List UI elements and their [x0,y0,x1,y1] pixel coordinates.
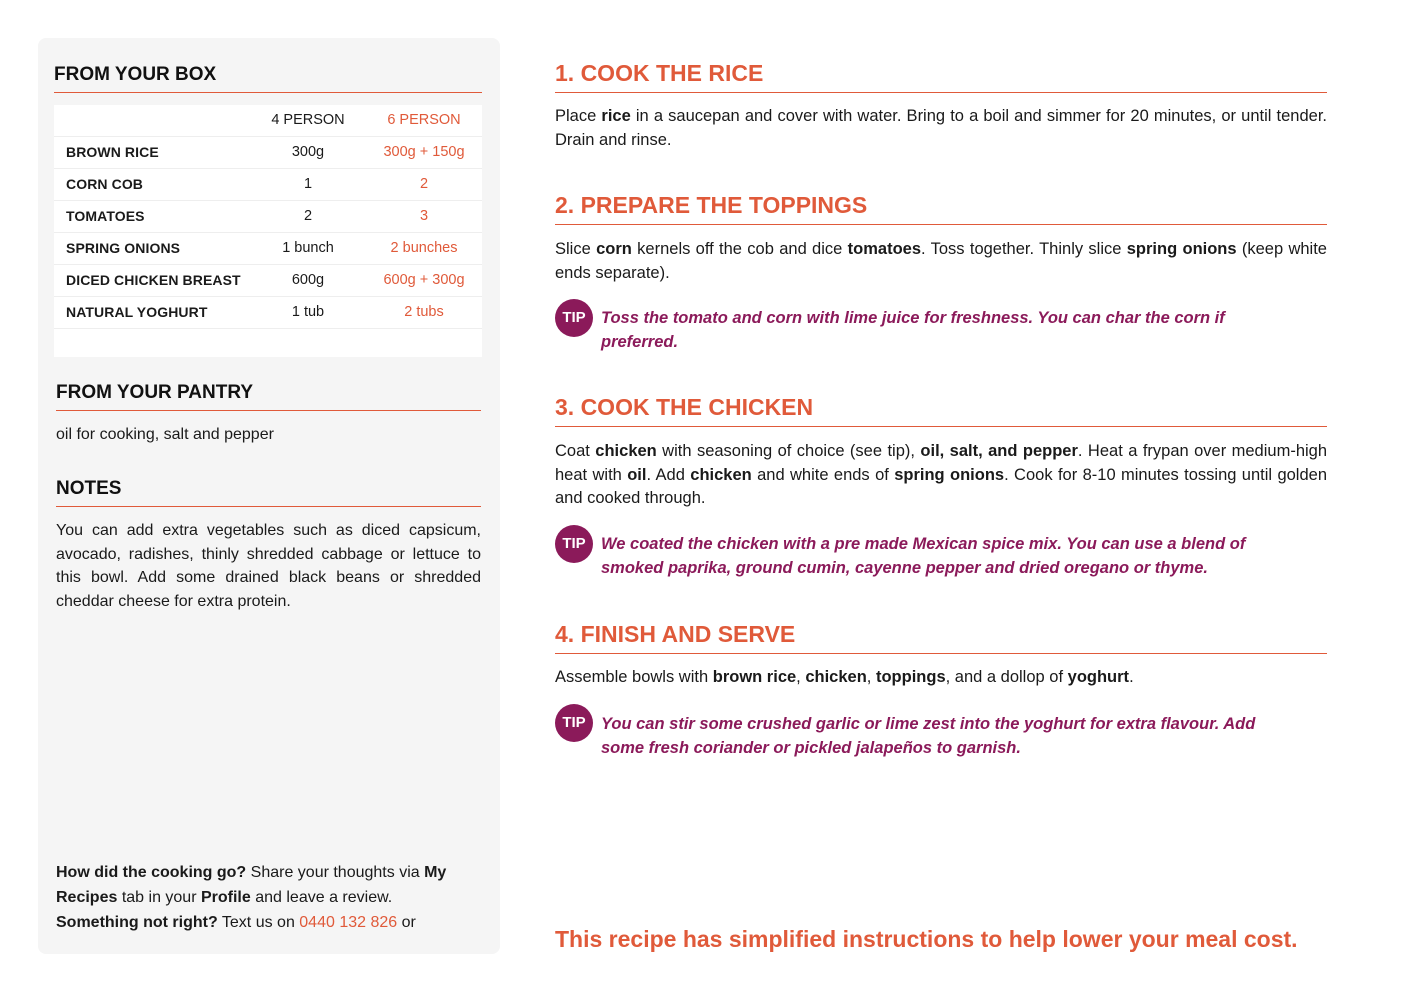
table-header-row [54,105,482,137]
qty-4-person: 300g [291,144,325,160]
step-2-body: Slice corn kernels off the cob and dice tomatoes. Toss together. Thinly slice spring onions (keep white ends separate). [555,240,1327,282]
step-4-tip: You can stir some crushed garlic or lime zest into the yoghurt for extra flavour. Add some fresh coriander or pickled jalapeños to garnish. [601,715,1256,757]
header-6-person: 6 PERSON [387,112,461,128]
pantry-text: oil for cooking, salt and pepper [56,426,274,443]
support-question: Something not right? [56,914,218,931]
tip-badge: TIP [555,299,593,337]
ingredients-table [54,105,482,357]
qty-6-person: 3 [419,208,429,224]
ingredient-name: DICED CHICKEN BREAST [66,272,241,288]
notes-heading: NOTES [56,478,481,507]
support-phone-link[interactable]: 0440 132 826 [299,914,398,931]
footer-banner: This recipe has simplified instructions to help lower your meal cost. [555,926,1298,952]
ingredient-name: TOMATOES [66,208,145,224]
ingredients-panel [38,38,500,954]
step-3-heading: 3. COOK THE CHICKEN [555,394,1327,427]
step-2-tip: Toss the tomato and corn with lime juice for freshness. You can char the corn if preferred. [601,309,1225,351]
qty-6-person: 600g + 300g [383,272,465,288]
table-row [54,297,482,329]
qty-4-person: 1 bunch [282,240,334,256]
tip-badge: TIP [555,525,593,563]
step-1-body: Place rice in a saucepan and cover with water. Bring to a boil and simmer for 20 minutes, or until tender. Drain and rinse. [555,107,1328,149]
qty-4-person: 2 [303,208,313,224]
header-4-person: 4 PERSON [271,112,345,128]
qty-4-person: 1 [303,176,313,192]
qty-4-person: 1 tub [291,304,325,320]
qty-4-person: 600g [291,272,325,288]
step-2-heading: 2. PREPARE THE TOPPINGS [555,192,1327,225]
step-4-body: Assemble bowls with brown rice, chicken, toppings, and a dollop of yoghurt. [555,668,1134,686]
qty-6-person: 2 tubs [404,304,444,320]
table-row [54,265,482,297]
qty-6-person: 2 bunches [390,240,458,256]
ingredient-name: SPRING ONIONS [66,240,181,256]
ingredient-name: NATURAL YOGHURT [66,304,208,320]
step-3-tip: We coated the chicken with a pre made Mexican spice mix. You can use a blend of smoked paprika, ground cumin, cayenne pepper and dried oregano or thyme. [601,535,1246,577]
feedback-text: How did the cooking go? Share your thoughts via My Recipes tab in your Profile and leave a review. Something not right? Text us on 0440 132 826 or [56,864,447,931]
from-your-pantry-heading: FROM YOUR PANTRY [56,382,481,411]
notes-text: You can add extra vegetables such as diced capsicum, avocado, radishes, thinly shredded cabbage or lettuce to this bowl. Add some drained black beans or shredded cheddar cheese for extra protein. [56,522,481,610]
table-row [54,201,482,233]
from-your-box-heading: FROM YOUR BOX [54,64,482,93]
step-1-heading: 1. COOK THE RICE [555,60,1327,93]
tip-badge: TIP [555,704,593,742]
step-3-body: Coat chicken with seasoning of choice (see tip), oil, salt, and pepper. Heat a frypan over medium-high heat with oil. Add chicken and white ends of spring onions. Cook for 8-10 minutes tossing until golden and cooked through. [555,442,1328,507]
feedback-question: How did the cooking go? [56,864,247,881]
ingredient-name: BROWN RICE [66,144,159,160]
ingredient-name: CORN COB [66,176,144,192]
table-row [54,137,482,169]
qty-6-person: 2 [419,176,429,192]
qty-6-person: 300g + 150g [383,144,465,160]
table-row [54,169,482,201]
table-row [54,233,482,265]
step-4-heading: 4. FINISH AND SERVE [555,621,1327,654]
